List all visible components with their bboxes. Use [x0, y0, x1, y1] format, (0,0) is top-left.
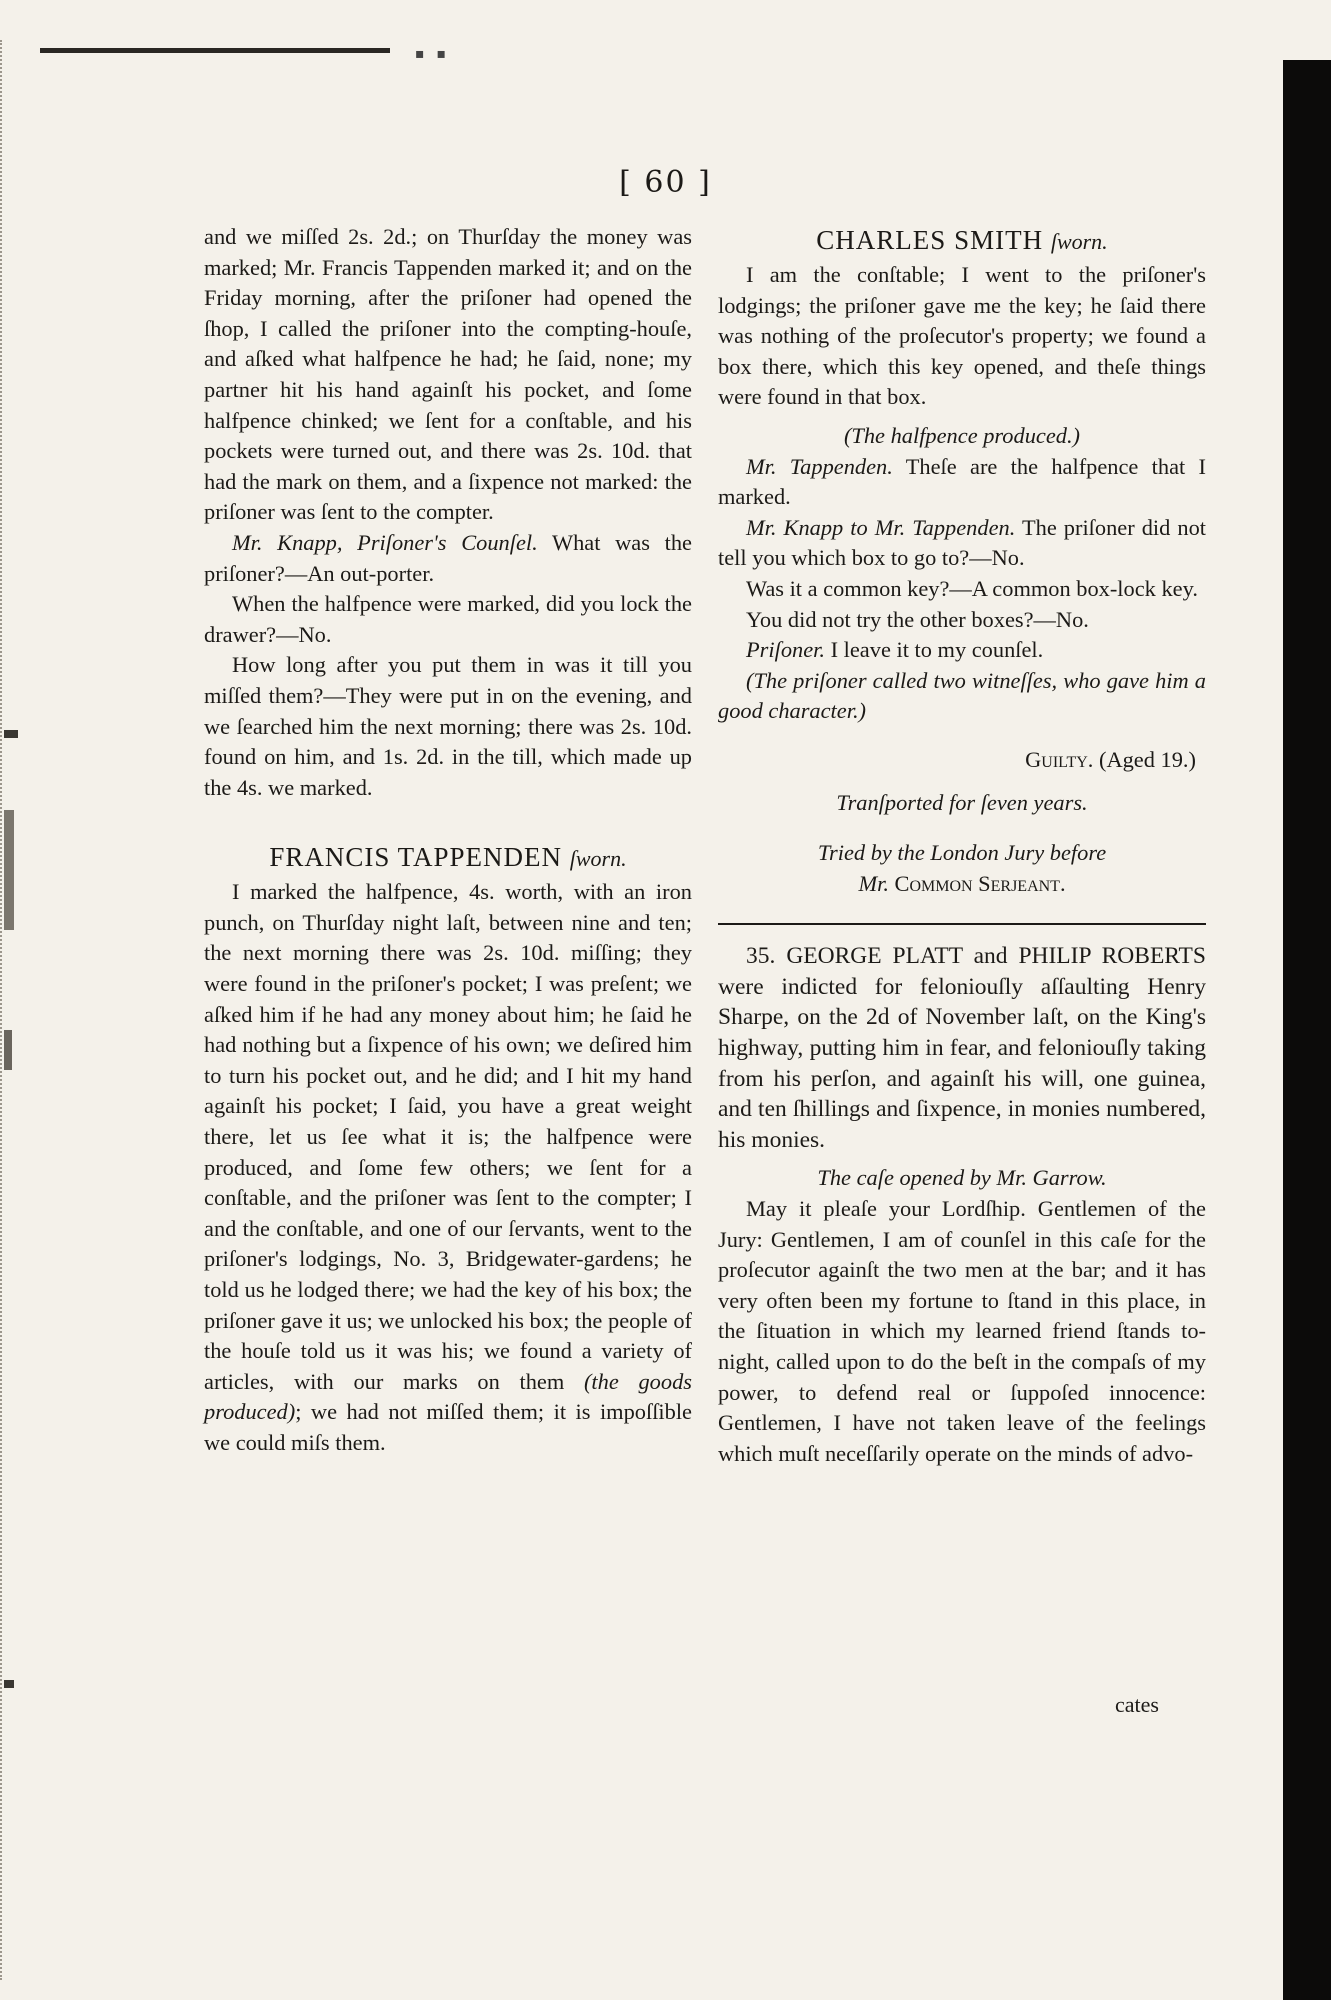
testimony-end: ; we had not miſſed them; it is impoſſible we could miſs them.	[204, 1399, 692, 1455]
indictment: 35. GEORGE PLATT and PHILIP ROBERTS were indicted for feloniouſly aſſaulting Henry Sharpe, on the 2d of November laſt, on the King's highway, putting him in fear, and feloniouſly taking from his perſon, and againſt his will, one guinea, and ten ſhillings and ſixpence, in monies numbered, his monies.	[718, 943, 1206, 1153]
page-number: [ 60 ]	[619, 165, 712, 200]
witness-name: FRANCIS TAPPENDEN	[269, 842, 563, 873]
section-rule	[718, 923, 1206, 925]
page-gutter-edge	[0, 40, 62, 1980]
paragraph: You did not try the other boxes?—No.	[746, 606, 1089, 632]
margin-mark	[4, 1680, 14, 1688]
witness-name: CHARLES SMITH	[816, 225, 1044, 255]
paragraph: When the halfpence were marked, did you lock the drawer?—No.	[204, 591, 692, 647]
margin-mark	[4, 810, 14, 930]
speech: Theſe are the halfpence that I marked.	[718, 453, 1206, 510]
speaker: Mr. Tappenden.	[746, 453, 893, 479]
witness-heading	[204, 839, 692, 877]
paragraph: I am the conſtable; I went to the priſoner's lodgings; the priſoner gave me the key; he ſaid there was nothing of the proſecutor's property; we found a box there, which this key opened, and theſe things were found in that box.	[718, 262, 1206, 410]
stage-note: (The priſoner called two witneſſes, who gave him a good character.)	[718, 667, 1206, 724]
stage-note: (The halfpence produced.)	[843, 422, 1081, 448]
speaker: Priſoner.	[746, 637, 825, 663]
stage-note: (the goods produced)	[204, 1368, 692, 1425]
trial-court: Tried by the London Jury before	[817, 840, 1107, 866]
paragraph: How long after you put them in was it till you miſſed them?—They were put in on the evening, and we ſearched him the next morning; there was 2s. 10d. found on him, and 1s. 2d. in the till, which made up the 4s. we marked.	[204, 652, 692, 800]
case-opened: The caſe opened by Mr. Garrow.	[817, 1165, 1107, 1191]
testimony: I marked the halfpence, 4s. worth, with an iron punch, on Thurſday night laſt, between nine and ten; the next morning there was 2s. 10d. miſſing; they were found in the priſoner's pocket; I was preſent; we aſked him if he had any money about him; he ſaid he had nothing but a ſixpence of his own; we deſired him to turn his pocket out, and he did; and I hit my hand againſt his pocket; I ſaid, you have a great weight there, let us ſee what it is; the halfpence were produced, and ſome few others; we ſent for a conſtable, and the priſoner was ſent to the compter; I and the conſtable, and one of our ſervants, went to the priſoner's lodgings, No. 3, Bridgewater-gardens; he told us he lodged there; we had the key of his box; the priſoner gave it us; we unlocked his box; the people of the houſe told us it was his; we found a variety of articles, with our marks on them	[204, 879, 692, 1394]
paragraph: and we miſſed 2s. 2d.; on Thurſday the money was marked; Mr. Francis Tappenden marked it; and on the Friday morning, after the priſoner had opened the ſhop, I called the priſoner into the compting-houſe, and aſked what halfpence he had; he ſaid, none; my partner hit his hand againſt his pocket, and ſome halfpence chinked; we ſent for a conſtable, and his pockets were turned out, and there was 2s. 10d. that had the mark on them, and a ſixpence not marked: the priſoner was ſent to the compter.	[204, 224, 692, 525]
speech: The priſoner did not tell you which box to go to?—No.	[718, 514, 1206, 571]
speech: What was the priſoner?—An out-porter.	[204, 529, 692, 586]
trial-judge	[718, 869, 1206, 900]
verdict-age: (Aged 19.)	[1093, 746, 1196, 772]
catchword: cates	[1115, 1692, 1159, 1717]
scan-edge-bar	[1283, 60, 1331, 2000]
margin-mark	[4, 730, 18, 738]
speaker: Mr. Knapp to Mr. Tappenden.	[746, 514, 1016, 540]
paragraph	[718, 513, 1206, 574]
verdict	[718, 745, 1206, 776]
judge-name: Common Serjeant.	[888, 870, 1066, 896]
margin-mark	[4, 1030, 12, 1070]
sworn-label: ſworn.	[1050, 229, 1108, 254]
paragraph	[204, 877, 692, 1458]
judge-title: Mr.	[858, 870, 889, 896]
speech: I leave it to my counſel.	[825, 637, 1044, 663]
paragraph	[204, 528, 692, 589]
sentence: Tranſported for ſeven years.	[836, 789, 1088, 815]
left-column	[204, 222, 692, 1459]
right-column	[718, 222, 1206, 1469]
witness-heading	[718, 222, 1206, 260]
speaker: Mr. Knapp, Priſoner's Counſel.	[232, 529, 538, 555]
paragraph	[718, 452, 1206, 513]
paragraph	[718, 635, 1206, 666]
verdict-label: Guilty.	[1025, 746, 1094, 772]
top-rule-dots: ▪▪	[415, 46, 458, 62]
sworn-label: ſworn.	[569, 846, 627, 872]
paragraph: Was it a common key?—A common box-lock key.	[746, 575, 1198, 601]
paragraph: May it pleaſe your Lordſhip. Gentlemen of the Jury: Gentlemen, I am of counſel in this caſe for the proſecutor againſt the two men at the bar; and it has very often been my fortune to ſtand in this place, in the ſituation in which my learned friend ſtands to-night, called upon to do the beſt in the compaſs of my power, to defend real or ſuppoſed innocence: Gentlemen, I have not taken leave of the feelings which muſt neceſſarily operate on the minds of advo-	[718, 1196, 1206, 1466]
top-rule	[40, 48, 390, 53]
